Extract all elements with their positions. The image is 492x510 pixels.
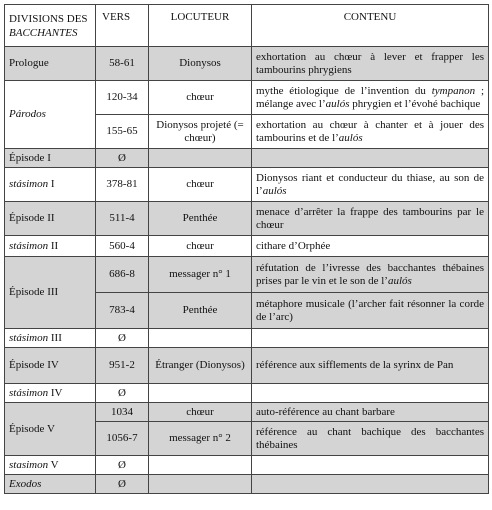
- speaker-cell: messager n° 1: [149, 257, 252, 293]
- section-name: stásimon: [9, 239, 49, 252]
- content-term: aulós: [325, 97, 350, 110]
- verses-cell: Ø: [96, 329, 149, 348]
- verses-cell: 120-34: [96, 81, 149, 115]
- section-cell: Épisode I: [5, 149, 96, 168]
- table-row: [5, 202, 489, 236]
- section-number: II: [48, 239, 59, 252]
- content-cell: référence aux sifflements de la syrinx de Pan: [252, 348, 489, 384]
- content-cell: exhortation au chœur à lever et frapper les tambourins phrygiens: [252, 47, 489, 81]
- content-cell: [252, 257, 489, 293]
- section-cell: [5, 168, 96, 202]
- table-row: [5, 149, 489, 168]
- verses-cell: 783-4: [96, 293, 149, 329]
- section-cell: Épisode III: [5, 257, 96, 329]
- header-divisions-line1: DIVISIONS DES: [9, 12, 88, 25]
- content-text: exhortation au chœur à chanter et à jouer des tambourins et de l’: [256, 118, 484, 144]
- table-row: [5, 47, 489, 81]
- verses-cell: 951-2: [96, 348, 149, 384]
- content-cell: [252, 329, 489, 348]
- section-cell: [5, 329, 96, 348]
- verses-cell: 58-61: [96, 47, 149, 81]
- section-name: stásimon: [9, 331, 49, 344]
- content-text: réfutation de l’ivresse des bacchantes thébaines prises par le vin et le son de l’: [256, 261, 484, 287]
- table-row: [5, 403, 489, 422]
- content-text: phrygien et l’évohé bachique: [349, 97, 481, 110]
- content-cell: référence au chant bachique des bacchantes thébaines: [252, 422, 489, 456]
- table-row: [5, 329, 489, 348]
- section-cell: [5, 236, 96, 257]
- table-row: [5, 384, 489, 403]
- section-cell: Épisode V: [5, 403, 96, 456]
- content-cell: [252, 149, 489, 168]
- content-cell: [252, 81, 489, 115]
- table-row: [5, 236, 489, 257]
- speaker-cell: [149, 329, 252, 348]
- header-content: CONTENU: [252, 5, 489, 47]
- table-row: [5, 168, 489, 202]
- verses-cell: 560-4: [96, 236, 149, 257]
- verses-cell: Ø: [96, 149, 149, 168]
- table-row: [5, 257, 489, 293]
- table-row: [5, 81, 489, 115]
- verses-cell: 378-81: [96, 168, 149, 202]
- speaker-cell: chœur: [149, 403, 252, 422]
- speaker-cell: Dionysos projeté (= chœur): [149, 115, 252, 149]
- speaker-cell: [149, 475, 252, 494]
- verses-cell: Ø: [96, 384, 149, 403]
- speaker-cell: [149, 384, 252, 403]
- table-row: [5, 475, 489, 494]
- verses-cell: Ø: [96, 456, 149, 475]
- verses-cell: Ø: [96, 475, 149, 494]
- section-cell: [5, 475, 96, 494]
- header-verses: VERS: [96, 5, 149, 47]
- content-cell: auto-référence au chant barbare: [252, 403, 489, 422]
- content-text: Dionysos riant et conducteur du thiase, au son de l’: [256, 171, 484, 197]
- section-number: I: [48, 178, 55, 190]
- speaker-cell: [149, 149, 252, 168]
- speaker-cell: chœur: [149, 168, 252, 202]
- header-divisions: [5, 5, 96, 47]
- speaker-cell: Penthée: [149, 202, 252, 236]
- content-term: aulós: [338, 131, 363, 144]
- section-number: V: [48, 458, 59, 471]
- content-cell: menace d’arrêter la frappe des tambourins par le chœur: [252, 202, 489, 236]
- table-row: [5, 456, 489, 475]
- speaker-cell: Dionysos: [149, 47, 252, 81]
- content-cell: [252, 115, 489, 149]
- speaker-cell: [149, 456, 252, 475]
- section-number: III: [48, 331, 62, 344]
- section-cell: [5, 456, 96, 475]
- content-cell: [252, 384, 489, 403]
- section-number: IV: [48, 386, 63, 399]
- table-row: [5, 348, 489, 384]
- content-term: tympanon: [431, 84, 476, 97]
- verses-cell: 511-4: [96, 202, 149, 236]
- bacchantes-structure-table: [4, 4, 489, 494]
- content-cell: [252, 168, 489, 202]
- section-name: stasimon: [9, 458, 49, 471]
- section-cell: Épisode II: [5, 202, 96, 236]
- verses-cell: 155-65: [96, 115, 149, 149]
- header-divisions-line2: BACCHANTES: [9, 26, 78, 39]
- section-name: stásimon: [9, 386, 49, 399]
- speaker-cell: Penthée: [149, 293, 252, 329]
- verses-cell: 686-8: [96, 257, 149, 293]
- section-cell: [5, 81, 96, 149]
- verses-cell: 1034: [96, 403, 149, 422]
- content-text: ; mélange avec l’: [256, 84, 484, 110]
- content-term: aulós: [387, 274, 412, 287]
- section-cell: Épisode IV: [5, 348, 96, 384]
- content-cell: cithare d’Orphée: [252, 236, 489, 257]
- header-speaker: LOCUTEUR: [149, 5, 252, 47]
- section-cell: Prologue: [5, 47, 96, 81]
- content-cell: [252, 456, 489, 475]
- speaker-cell: messager n° 2: [149, 422, 252, 456]
- speaker-cell: chœur: [149, 81, 252, 115]
- section-name: Párodos: [9, 108, 46, 120]
- speaker-cell: chœur: [149, 236, 252, 257]
- content-term: aulós: [262, 184, 287, 197]
- section-name: stásimon: [9, 178, 49, 190]
- section-name: Exodos: [9, 477, 42, 490]
- verses-cell: 1056-7: [96, 422, 149, 456]
- content-cell: [252, 475, 489, 494]
- content-cell: métaphore musicale (l’archer fait résonner la corde de l’arc): [252, 293, 489, 329]
- content-text: mythe étiologique de l’invention du: [256, 84, 432, 97]
- section-cell: [5, 384, 96, 403]
- speaker-cell: Étranger (Dionysos): [149, 348, 252, 384]
- header-row: [5, 5, 489, 47]
